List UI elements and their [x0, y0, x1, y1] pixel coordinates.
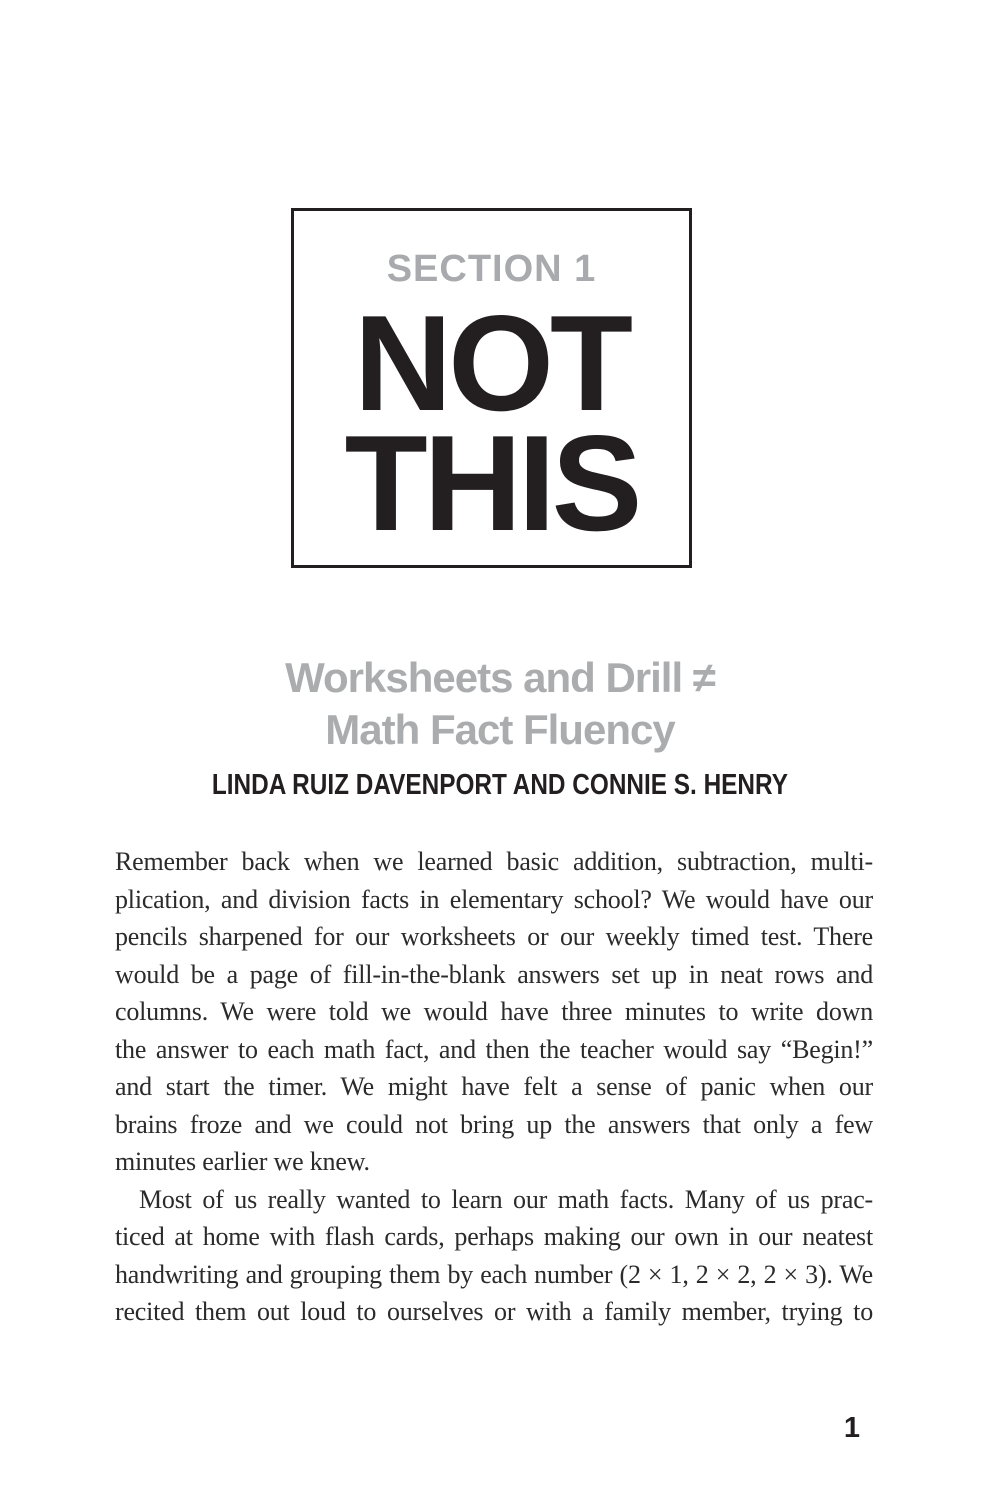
body-line: plication, and division facts in elementary school? We would have our — [115, 884, 873, 914]
section-number-box — [291, 208, 692, 568]
section-label: SECTION 1 — [386, 248, 597, 290]
body-text — [115, 843, 873, 1331]
body-line: minutes earlier we knew. — [115, 1147, 370, 1176]
body-line: columns. We were told we would have three minutes to write down — [115, 997, 873, 1026]
chapter-authors-text: LINDA RUIZ DAVENPORT AND CONNIE S. HENRY — [211, 769, 789, 801]
body-line: handwriting and grouping them by each number (2 × 1, 2 × 2, 2 × 3). We — [115, 1259, 873, 1289]
body-line: pencils sharpened for our worksheets or our weekly timed test. There — [115, 922, 873, 951]
body-line: would be a page of fill-in-the-blank answers set up in neat rows and — [115, 959, 873, 989]
body-line: and start the timer. We might have felt a sense of panic when our — [115, 1072, 873, 1101]
section-word-not: NOT — [353, 287, 630, 439]
section-word-this: THIS — [344, 407, 639, 559]
chapter-authors — [0, 771, 1000, 800]
chapter-title-line-1: Worksheets and Drill ≠ — [285, 654, 715, 701]
body-line: Most of us really wanted to learn our math facts. Many of us prac- — [139, 1184, 873, 1214]
page-number: 1 — [843, 1412, 860, 1444]
body-line: Remember back when we learned basic addition, subtraction, multi- — [115, 847, 873, 876]
body-line: recited them out loud to ourselves or with a family member, trying to — [115, 1297, 873, 1326]
chapter-title-line-2: Math Fact Fluency — [325, 706, 675, 753]
chapter-title — [0, 652, 1000, 756]
body-line: the answer to each math fact, and then the teacher would say “Begin!” — [115, 1034, 873, 1064]
body-line: brains froze and we could not bring up the answers that only a few — [115, 1109, 873, 1139]
body-line: ticed at home with flash cards, perhaps making our own in our neatest — [115, 1222, 873, 1251]
